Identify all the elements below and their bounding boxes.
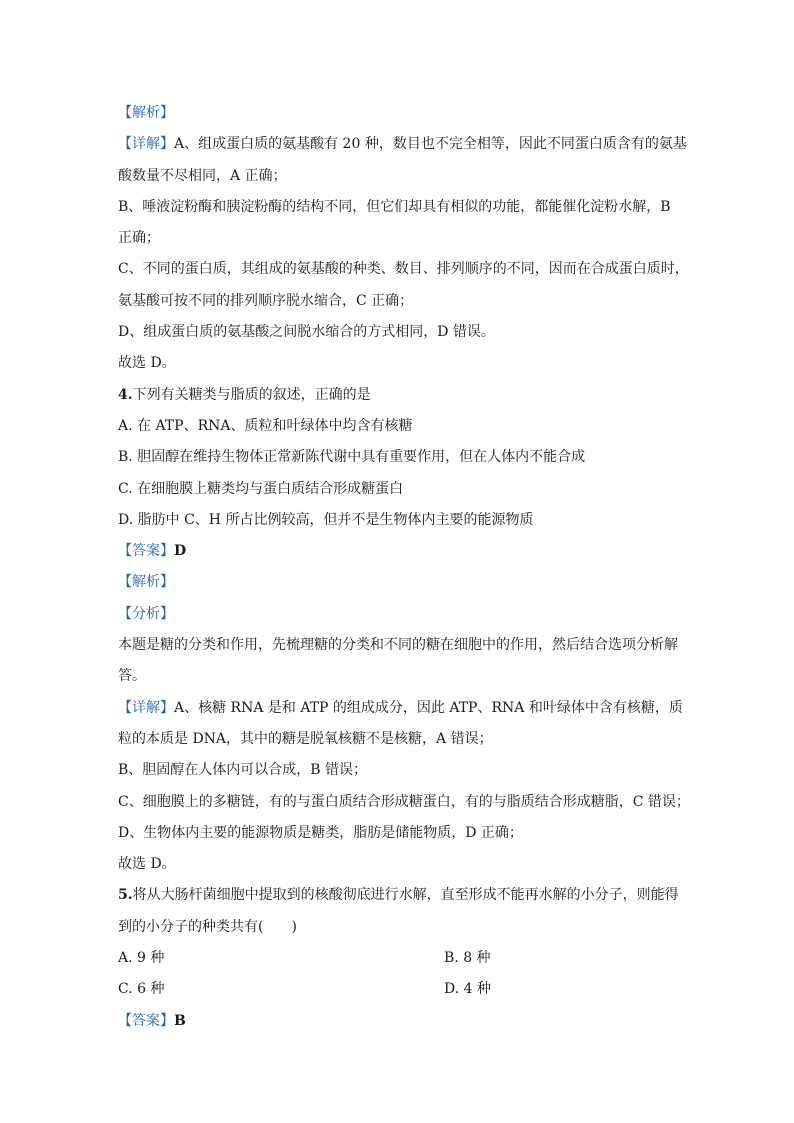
question-number: 4. xyxy=(118,386,133,403)
analysis-heading xyxy=(118,567,684,598)
fenxi-tag: 【分析】 xyxy=(118,605,174,622)
question-text-cont: 到的小分子的种类共有( ) xyxy=(118,918,297,935)
question-stem xyxy=(118,380,684,411)
document-page xyxy=(118,98,690,1037)
conclusion-line: 故选 D。 xyxy=(118,355,176,372)
detail-line: 酸数量不尽相同，A 正确； xyxy=(118,167,287,184)
options-row xyxy=(118,974,684,1005)
answer-value: D xyxy=(174,543,187,560)
detail-line xyxy=(118,693,684,724)
question-text: 下列有关糖类与脂质的叙述，正确的是 xyxy=(132,386,371,403)
detail-line: D、组成蛋白质的氨基酸之间脱水缩合的方式相同，D 错误。 xyxy=(118,324,495,341)
detail-line: 氨基酸可按不同的排列顺序脱水缩合，C 正确； xyxy=(118,292,414,309)
analysis-heading xyxy=(118,98,684,129)
fenxi-heading xyxy=(118,599,684,630)
detail-line: D、生物体内主要的能源物质是糖类，脂肪是储能物质，D 正确； xyxy=(118,824,523,841)
answer-tag: 【答案】 xyxy=(118,1012,174,1029)
option-a: A. 在 ATP、RNA、质粒和叶绿体中均含有核糖 xyxy=(118,417,413,434)
option-c: C. 6 种 xyxy=(118,981,165,998)
option-b: B. 胆固醇在维持生物体正常新陈代谢中具有重要作用，但在人体内不能合成 xyxy=(118,449,586,466)
detail-line: 粒的本质是 DNA，其中的糖是脱氧核糖不是核糖，A 错误； xyxy=(118,730,493,747)
question-text: 将从大肠杆菌细胞中提取到的核酸彻底进行水解，直至形成不能再水解的小分子，则能得 xyxy=(132,887,679,904)
detail-text: A、核糖 RNA 是和 ATP 的组成成分，因此 ATP、RNA 和叶绿体中含有核糖，质 xyxy=(174,699,683,716)
fenxi-line: 答。 xyxy=(118,668,146,685)
option-a: A. 9 种 xyxy=(118,950,165,967)
options-row xyxy=(118,943,684,974)
detail-line: B、胆固醇在人体内可以合成，B 错误； xyxy=(118,762,368,779)
detail-tag: 【详解】 xyxy=(118,699,174,716)
option-d: D. 4 种 xyxy=(444,981,491,998)
detail-line: 正确； xyxy=(118,230,160,247)
analysis-tag: 【解析】 xyxy=(118,105,174,121)
detail-line: B、唾液淀粉酶和胰淀粉酶的结构不同，但它们却具有相似的功能，都能催化淀粉水解，B xyxy=(118,198,671,215)
fenxi-line: 本题是糖的分类和作用，先梳理糖的分类和不同的糖在细胞中的作用，然后结合选项分析解 xyxy=(118,637,678,654)
option-b: B. 8 种 xyxy=(444,950,491,967)
answer-tag: 【答案】 xyxy=(118,543,174,560)
detail-tag: 【详解】 xyxy=(118,136,174,153)
detail-text: A、组成蛋白质的氨基酸有 20 种，数目也不完全相等，因此不同蛋白质含有的氨基 xyxy=(174,136,687,153)
option-d: D. 脂肪中 C、H 所占比例较高，但并不是生物体内主要的能源物质 xyxy=(118,511,534,528)
conclusion-line: 故选 D。 xyxy=(118,856,176,873)
detail-line: C、细胞膜上的多糖链，有的与蛋白质结合形成糖蛋白，有的与脂质结合形成糖脂，C 错误； xyxy=(118,793,690,810)
answer-line xyxy=(118,1006,684,1037)
option-c: C. 在细胞膜上糖类均与蛋白质结合形成糖蛋白 xyxy=(118,480,404,497)
detail-line: C、不同的蛋白质，其组成的氨基酸的种类、数目、排列顺序的不同，因而在合成蛋白质时， xyxy=(118,261,689,278)
question-stem xyxy=(118,880,684,911)
question-number: 5. xyxy=(118,887,133,904)
answer-line xyxy=(118,536,684,567)
detail-line xyxy=(118,129,687,160)
analysis-tag: 【解析】 xyxy=(118,574,174,591)
answer-value: B xyxy=(174,1012,186,1029)
